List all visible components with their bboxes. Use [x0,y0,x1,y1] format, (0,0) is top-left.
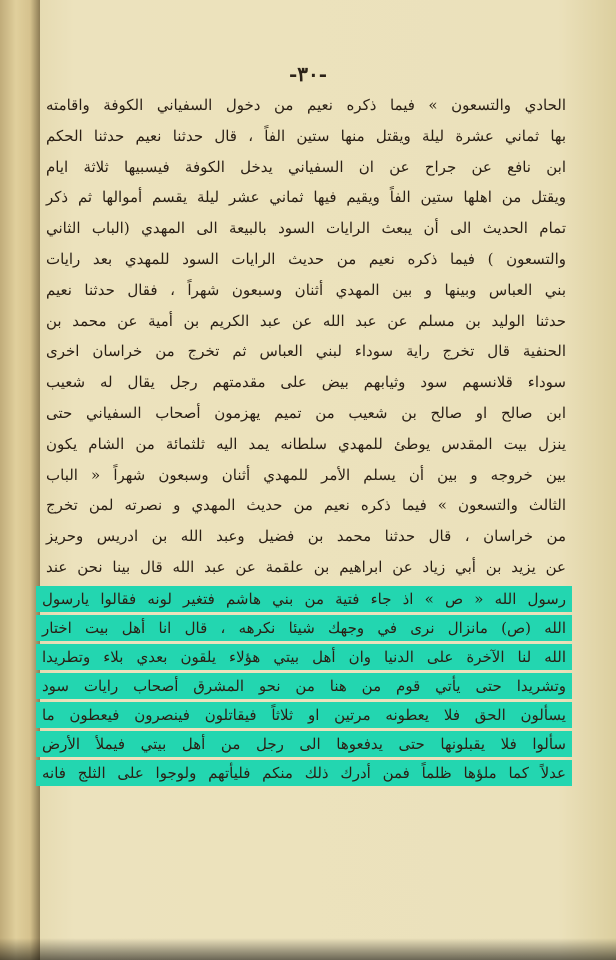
text-line: بين خروجه و بين أن يسلم الأمر للمهدي أثنان وسبعون شهراً « الباب [46,465,566,484]
highlighted-text-line: الله (ص) مانزال نرى في وجهك شيئا نكرهه ، قال انا أهل بيت اختار [36,615,572,641]
text-line: ابن صالح او صالح بن شعيب من تميم يهزمون أصحاب السفياني حتى [46,403,566,422]
text-line: والتسعون ) فيما ذكره نعيم من حديث الرايات السود للمهدي بعد رايات [46,249,566,268]
text-line: عن يزيد بن أبي زياد عن ابراهيم بن علقمة عن عبد الله قال بينا نحن عند [46,557,566,576]
highlighted-text-line: عدلاً كما ملؤها ظلماً فمن أدرك ذلك منكم فليأتهم ولوجوا على الثلج فانه [36,760,572,786]
highlighted-text-line: رسول الله « ص » اذ جاء فتية من بني هاشم فتغير لونه فقالوا يارسول [36,586,572,612]
book-spine [0,0,40,960]
text-line: الثالث والتسعون » فيما ذكره نعيم من حديث المهدي و نصرته لمن تخرج [46,496,566,515]
highlighted-text-line: سألوا فلا يقبلونها حتى يدفعوها الى رجل من أهل بيتي فيملأ الأرض [36,731,572,757]
text-line: من خراسان ، قال حدثنا محمد بن فضيل وعبد الله بن ادريس وحريز [46,527,566,546]
body-text [44,90,568,786]
highlighted-text-line: يسألون الحق فلا يعطونه مرتين او ثلاثاً فيقاتلون فينصرون فيعطون ما [36,702,572,728]
highlighted-text-line: وتشريدا حتى يأتي قوم من هنا من نحو المشرق أصحاب رايات سود [36,673,572,699]
text-line: ابن نافع عن جراح عن ان السفياني يدخل الكوفة فيسبيها ثلاثة ايام [46,157,566,176]
text-line: تمام الحديث الى أن يبعث الرايات السود بالبيعة الى المهدي (الباب الثاني [46,219,566,238]
page-number: -٣٠- [288,62,328,86]
text-line: الحادي والتسعون » فيما ذكره نعيم من دخول السفياني الكوفة واقامته [46,96,566,114]
text-line: سوداء قلانسهم سود وثيابهم بيض على مقدمتهم رجل يقال له شعيب [46,373,566,392]
text-line: الحنفية قال تخرج راية سوداء لبني العباس ثم تخرج من خراسان اخرى [46,342,566,361]
text-line: ويقتل من اهلها ستين الفاً ويقيم فيها ثماني عشر ليلة يقسم أموالها ثم ذكر [46,188,566,207]
text-line: ينزل بيت المقدس يوطئ للمهدي سلطانه يمد اليه ثلثمائة من الشام يكون [46,434,566,453]
bottom-shadow [0,938,616,960]
text-line: حدثنا الوليد بن مسلم عن عبد الله عن عبد الكريم بن أمية عن محمد بن [46,311,567,330]
text-line: بني العباس وبينها و بين المهدي أثنان وسبعون شهراً ، فقال حدثنا نعيم [46,280,566,299]
highlighted-text-line: الله لنا الآخرة على الدنيا وان أهل بيتي هؤلاء يلقون بعدي بلاء وتطريدا [36,644,572,670]
text-line: بها ثماني عشرة ليلة ويقتل منها ستين الفاً ، قال حدثنا نعيم حدثنا الحكم [46,126,566,145]
